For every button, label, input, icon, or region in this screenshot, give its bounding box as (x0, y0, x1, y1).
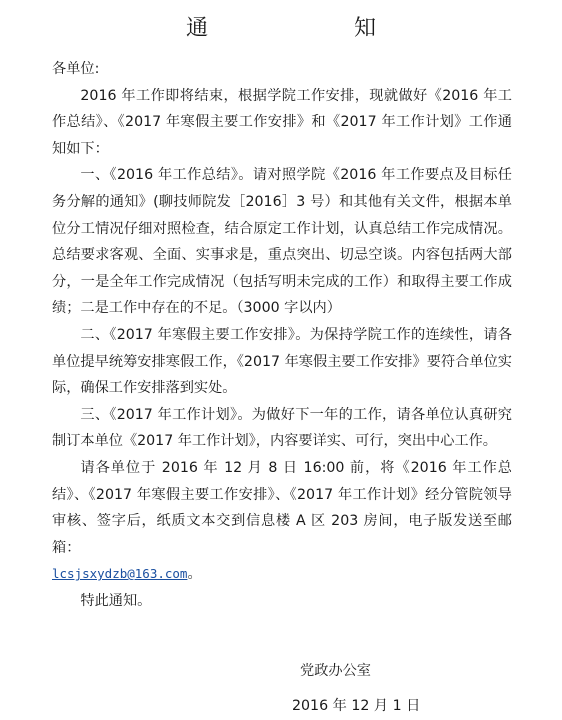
document-title: 通 知 (185, 16, 438, 41)
closing-line: 特此通知。 (80, 592, 152, 609)
section-three-paragraph: 三、《2017 年工作计划》。为做好下一年的工作，请各单位认真研究制订本单位《2017 年工作计划》，内容要详实、可行，突出中心工作。 (52, 406, 512, 450)
salutation: 各单位: (52, 61, 100, 77)
email-line (52, 561, 512, 588)
submission-text: 请各单位于 2016 年 12 月 8 日 16:00 前，将《2016 年工作总结》、《2017 年寒假主要工作安排》、《2017 年工作计划》经分管院领导审核、签字后，纸质文本交到信息楼 A 区 203 房间，电子版发送至邮箱： (52, 459, 512, 556)
issuing-office: 党政办公室 (300, 663, 371, 679)
email-suffix: 。 (187, 566, 202, 583)
section-two-paragraph: 二、《2017 年寒假主要工作安排》。为保持学院工作的连续性，请各单位提早统筹安排寒假工作，《2017 年寒假主要工作安排》要符合单位实际，确保工作安排落到实处。 (52, 326, 512, 397)
submission-paragraph (52, 455, 512, 561)
document-body (52, 56, 512, 614)
email-link[interactable]: lcsjsxydzb@163.com (52, 566, 188, 582)
section-one-paragraph: 一、《2016 年工作总结》。请对照学院《2016 年工作要点及目标任务分解的通知》(聊技师院发［2016］3 号）和其他有关文件，根据本单位分工情况仔细对照检查，结合原定工作计划，认真总结工作完成情况。总结要求客观、全面、实事求是，重点突出、切忌空谈。内容包括两大部分，一是全年工作完成情况（包括写明未完成的工作）和取得主要工作成绩；二是工作中存在的不足。（3000 字以内） (52, 167, 512, 317)
intro-paragraph: 2016 年工作即将结束，根据学院工作安排，现就做好《2016 年工作总结》、《2017 年寒假主要工作安排》和《2017 年工作计划》工作通知如下： (52, 87, 512, 157)
issue-date: 2016 年 12 月 1 日 (292, 698, 421, 714)
